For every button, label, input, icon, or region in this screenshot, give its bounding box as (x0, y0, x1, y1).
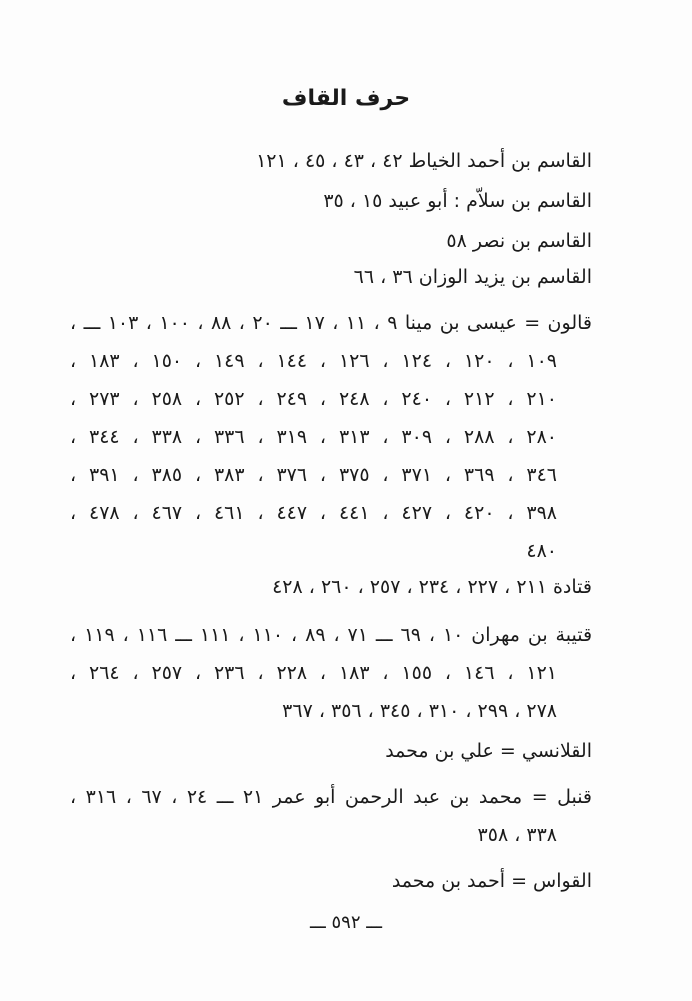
section-title: حرف القاف (281, 86, 411, 111)
index-entry-qunbul: قنبل = محمد بن عبد الرحمن أبو عمر ٢١ ـــ ٢٤ ، ٦٧ ، ٣١٦ ، (70, 786, 593, 808)
index-entry-qawwas: القواس = أحمد بن محمد (391, 870, 592, 892)
index-entry-qalun-cont-3: ٢٨٠ ، ٢٨٨ ، ٣٠٩ ، ٣١٣ ، ٣١٩ ، ٣٣٦ ، ٣٣٨ ، ٣٤٤ ، (70, 426, 558, 448)
page-number: ـــ ٥٩٢ ـــ (309, 912, 383, 933)
index-entry-qutayba-cont-1: ١٢١ ، ١٤٦ ، ١٥٥ ، ١٨٣ ، ٢٢٨ ، ٢٣٦ ، ٢٥٧ ، ٢٦٤ ، (70, 662, 558, 684)
index-entry-qalun-cont-1: ١٠٩ ، ١٢٠ ، ١٢٤ ، ١٢٦ ، ١٤٤ ، ١٤٩ ، ١٥٠ ، ١٨٣ ، (70, 350, 558, 372)
index-entry-qalun-cont-4: ٣٤٦ ، ٣٦٩ ، ٣٧١ ، ٣٧٥ ، ٣٧٦ ، ٣٨٣ ، ٣٨٥ ، ٣٩١ ، (70, 464, 558, 486)
index-entry-qasim-khayyat: القاسم بن أحمد الخياط ٤٢ ، ٤٣ ، ٤٥ ، ١٢١ (256, 150, 592, 172)
index-entry-qalanisi: القلانسي = علي بن محمد (385, 740, 592, 762)
index-entry-qalun: قالون = عيسى بن مينا ٩ ، ١١ ، ١٧ ـــ ٢٠ ، ٨٨ ، ١٠٠ ، ١٠٣ ـــ ، (70, 312, 592, 334)
index-entry-qunbul-cont-1: ٣٣٨ ، ٣٥٨ (477, 824, 557, 846)
index-entry-qutayba: قتيبة بن مهران ١٠ ، ٦٩ ـــ ٧١ ، ٨٩ ، ١١٠ ، ١١١ ـــ ١١٦ ، ١١٩ ، (70, 624, 593, 646)
index-entry-qalun-cont-6: ٤٨٠ (526, 540, 557, 562)
index-entry-qasim-wazzan: القاسم بن يزيد الوزان ٣٦ ، ٦٦ (353, 266, 592, 288)
index-entry-qasim-nasr: القاسم بن نصر ٥٨ (446, 230, 592, 252)
index-entry-qalun-cont-5: ٣٩٨ ، ٤٢٠ ، ٤٢٧ ، ٤٤١ ، ٤٤٧ ، ٤٦١ ، ٤٦٧ ، ٤٧٨ ، (70, 502, 558, 524)
index-entry-qasim-sallam: القاسم بن سلاّم : أبو عبيد ١٥ ، ٣٥ (323, 190, 592, 212)
index-entry-qalun-cont-2: ٢١٠ ، ٢١٢ ، ٢٤٠ ، ٢٤٨ ، ٢٤٩ ، ٢٥٢ ، ٢٥٨ ، ٢٧٣ ، (70, 388, 558, 410)
index-entry-qutayba-cont-2: ٢٧٨ ، ٢٩٩ ، ٣١٠ ، ٣٤٥ ، ٣٥٦ ، ٣٦٧ (282, 700, 557, 722)
index-entry-qatada: قتادة ٢١١ ، ٢٢٧ ، ٢٣٤ ، ٢٥٧ ، ٢٦٠ ، ٤٢٨ (272, 576, 592, 598)
